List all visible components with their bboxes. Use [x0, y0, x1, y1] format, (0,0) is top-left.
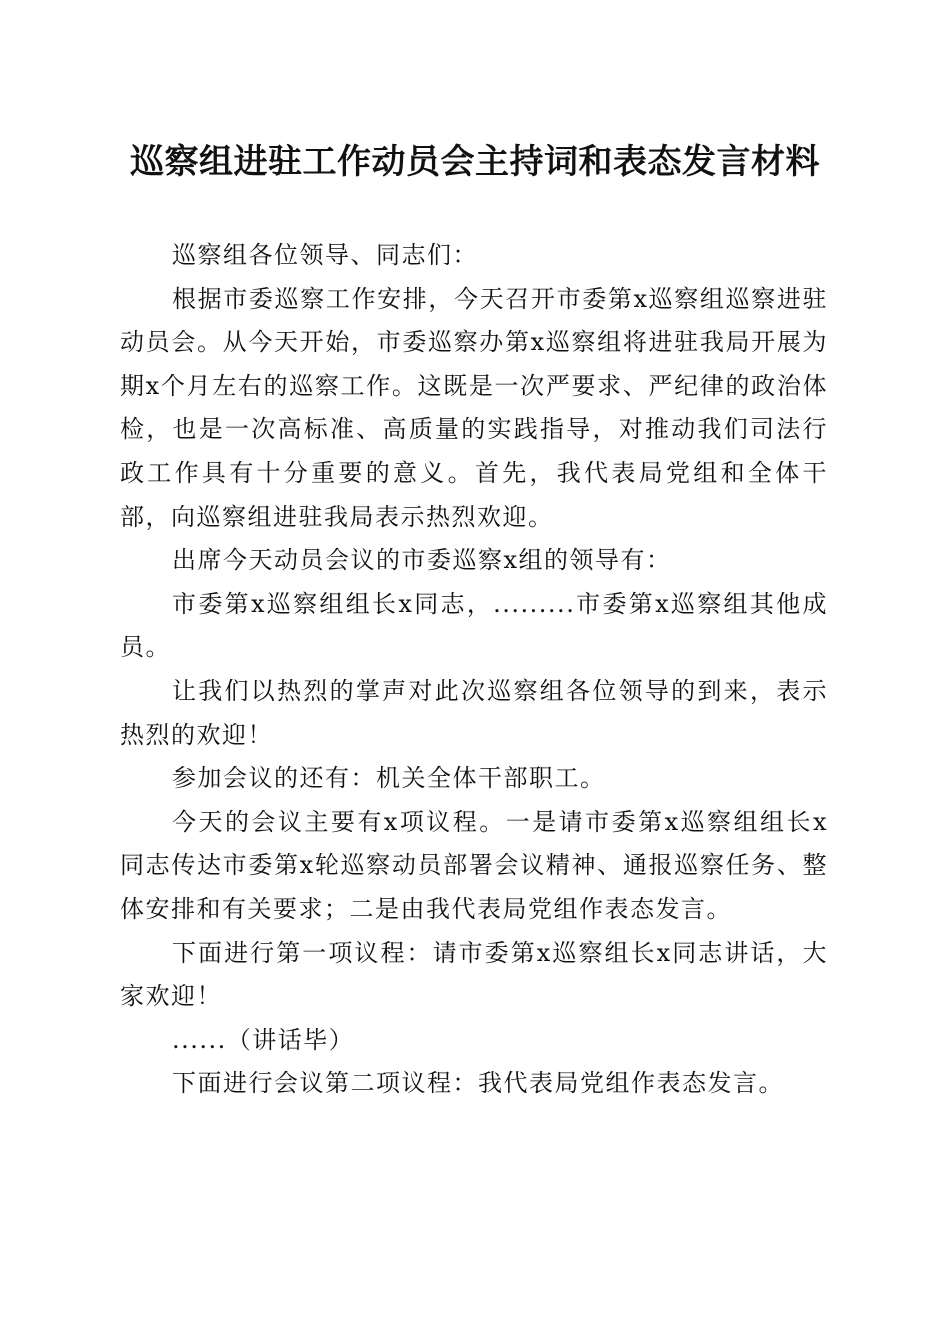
document-title: 巡察组进驻工作动员会主持词和表态发言材料 — [130, 142, 820, 182]
document-body — [120, 234, 828, 1106]
paragraph-other-attendees: 参加会议的还有：机关全体干部职工。 — [172, 764, 606, 793]
paragraph-first-item: 下面进行第一项议程：请市委第x巡察组长x同志讲话，大家欢迎！ — [120, 938, 828, 1011]
paragraph-attending-leaders: 出席今天动员会议的市委巡察x组的领导有： — [172, 546, 672, 575]
paragraph-welcome-applause: 让我们以热烈的掌声对此次巡察组各位领导的到来，表示热烈的欢迎！ — [120, 676, 828, 749]
paragraph-introduction: 根据市委巡察工作安排，今天召开市委第x巡察组巡察进驻动员会。从今天开始，市委巡察办第x巡察组将进驻我局开展为期x个月左右的巡察工作。这既是一次严要求、严纪律的政治体检，也是一次高标准、高质量的实践指导，对推动我们司法行政工作具有十分重要的意义。首先，我代表局党组和全体干部，向巡察组进驻我局表示热烈欢迎。 — [120, 284, 828, 531]
paragraph-speech-end: ......（讲话毕） — [172, 1025, 355, 1054]
paragraph-leader-list: 市委第x巡察组组长x同志，.........市委第x巡察组其他成员。 — [120, 589, 828, 662]
paragraph-salutation: 巡察组各位领导、同志们： — [172, 241, 478, 269]
paragraph-second-item: 下面进行会议第二项议程：我代表局党组作表态发言。 — [172, 1069, 784, 1098]
paragraph-agenda: 今天的会议主要有x项议程。一是请市委第x巡察组组长x同志传达市委第x轮巡察动员部署会议精神、通报巡察任务、整体安排和有关要求；二是由我代表局党组作表态发言。 — [120, 807, 828, 923]
